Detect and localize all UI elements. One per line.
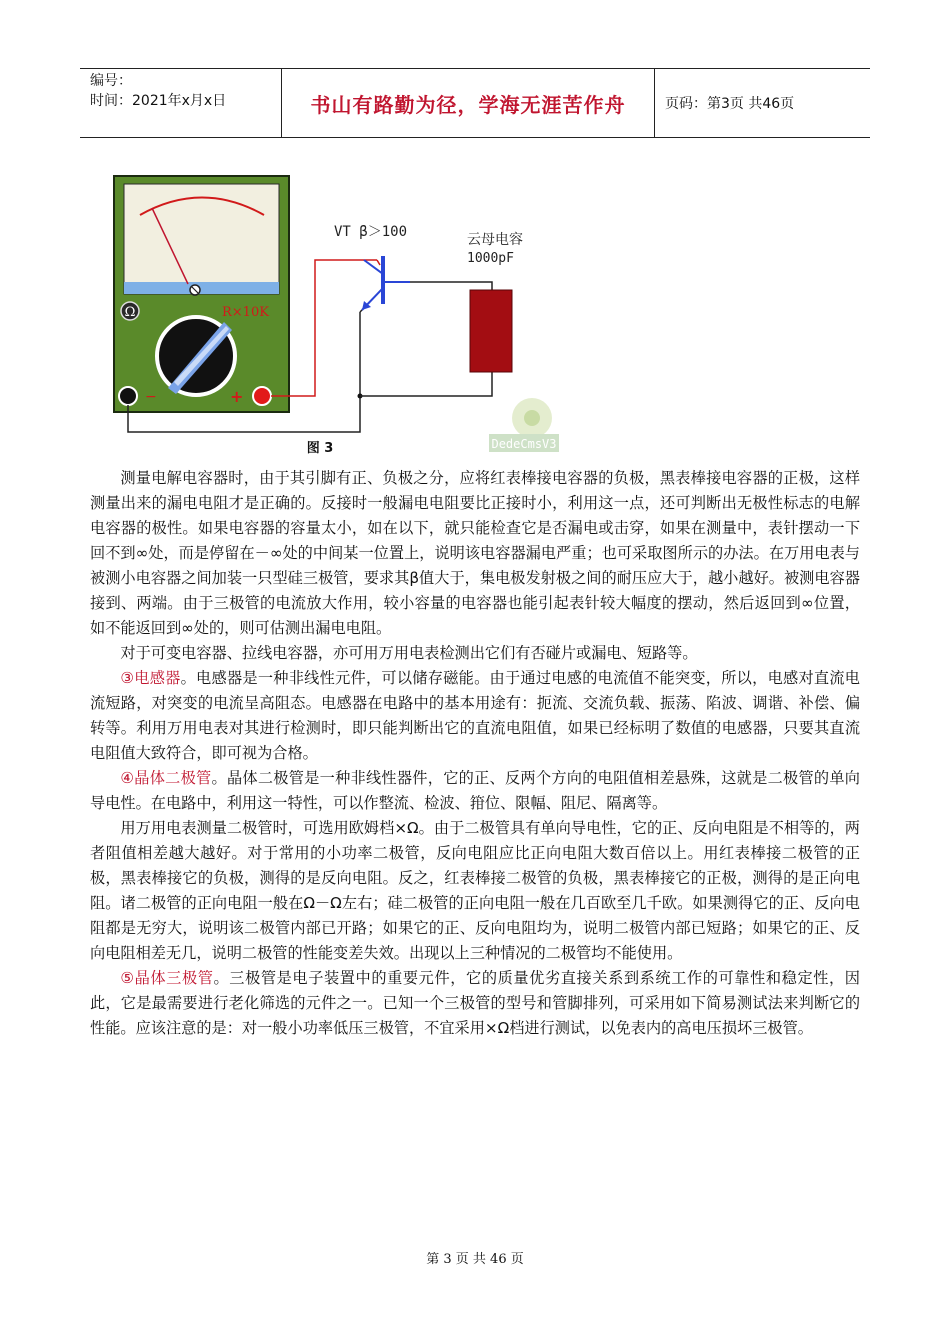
section-heading-inductor: ③电感器 (120, 669, 181, 687)
footer-page-number: 第 3 页 共 46 页 (426, 1252, 524, 1267)
article-body (90, 466, 860, 1041)
time-label: 时间：2021年x月x日 (90, 93, 227, 109)
svg-text:+: + (230, 387, 244, 406)
paragraph-electrolytic: 测量电解电容器时，由于其引脚有正、负极之分，应将红表棒接电容器的负极，黑表棒接电容器的正极，这样测量出来的漏电电阻才是正确的。反接时一般漏电电阻要比正接时小，利用这一点，还可判断出无极性标志的电解电容器的极性。如果电容器的容量太小，如在以下，就只能检查它是否漏电或击穿，如果在测量中，表针摆动一下回不到∞处，而是停留在－∞处的中间某一位置上，说明该电容器漏电严重；也可采取图所示的办法。在万用电表与被测小电容器之间加装一只型硅三极管，要求其β值大于，集电极发射极之间的耐压应大于，越小越好。被测电容器接到、两端。由于三极管的电流放大作用，较小容量的电容器也能引起表针较大幅度的摆动，然后返回到∞位置，如不能返回到∞处的，则可估测出漏电电阻。 (90, 469, 860, 637)
page-footer (0, 1248, 950, 1267)
page-header (80, 68, 870, 138)
page-label: 页码：第3页 共46页 (665, 96, 795, 112)
header-meta (80, 69, 282, 137)
paragraph-diode-test: 用万用电表测量二极管时，可选用欧姆档×Ω。由于二极管具有单向导电性，它的正、反向电阻是不相等的，两者阻值相差越大越好。对于常用的小功率二极管，反向电阻应比正向电阻大数百倍以上。用红表棒接二极管的正极，黑表棒接它的负极，测得的是反向电阻。反之，红表棒接二极管的负极，黑表棒接它的正极，测得的是正向电阻。诸二极管的正向电阻一般在Ω－Ω左右；硅二极管的正向电阻一般在几百欧至几千欧。如果测得它的正、反向电阻都是无穷大，说明该二极管内部已开路；如果它的正、反向电阻均为，说明二极管内部已短路；如果它的正、反向电阻相差无几，说明二极管的性能变差失效。出现以上三种情况的二极管均不能使用。 (90, 819, 860, 962)
capacitor-value: 1000pF (467, 251, 514, 266)
motto-text: 书山有路勤为径，学海无涯苦作舟 (310, 92, 626, 117)
paragraph-diode: ④晶体二极管。晶体二极管是一种非线性器件，它的正、反两个方向的电阻值相差悬殊，这就是二极管的单向导电性。在电路中，利用这一特性，可以作整流、检波、箝位、限幅、阻尼、隔离等。 (90, 769, 860, 812)
watermark-logo (489, 398, 559, 452)
meter-dial-base (124, 282, 279, 294)
svg-text:−: − (145, 389, 157, 405)
number-label: 编号： (90, 73, 132, 89)
section-heading-transistor: ⑤晶体三极管 (120, 969, 214, 987)
meter-dial (124, 184, 279, 294)
header-page-info (655, 69, 880, 137)
header-motto (282, 69, 655, 137)
paragraph-transistor: ⑤晶体三极管。三极管是电子装置中的重要元件，它的质量优劣直接关系到系统工作的可靠性和稳定性，因此，它是最需要进行老化筛选的元件之一。已知一个三极管的型号和管脚排列，可采用如下简易测试法来判断它的性能。应该注意的是：对一般小功率低压三极管，不宜采用×Ω档进行测试，以免表内的高电压损坏三极管。 (90, 969, 860, 1037)
section-heading-diode: ④晶体二极管 (120, 769, 212, 787)
range-label: R×10K (222, 305, 269, 320)
circuit-diagram (112, 170, 574, 460)
negative-terminal (119, 387, 137, 405)
svg-text:DedeCmsV3: DedeCmsV3 (491, 437, 557, 451)
paragraph-variable-capacitor: 对于可变电容器、拉线电容器，亦可用万用电表检测出它们有否碰片或漏电、短路等。 (120, 644, 698, 662)
paragraph-inductor: ③电感器。电感器是一种非线性元件，可以储存磁能。由于通过电感的电流值不能突变，所以，电感对直流电流短路，对突变的电流呈高阻态。电感器在电路中的基本用途有：扼流、交流负载、振荡、陷波、调谐、补偿、偏转等。利用万用电表对其进行检测时，即只能判断出它的直流电阻值，如果已经标明了数值的电感器，只要其直流电阻值大致符合，即可视为合格。 (90, 669, 860, 762)
svg-text:Ω: Ω (124, 305, 136, 320)
figure-caption: 图 3 (306, 441, 334, 456)
mica-capacitor (470, 290, 512, 372)
figure-3 (112, 170, 574, 460)
transistor-label: VT β＞100 (334, 224, 408, 240)
capacitor-name: 云母电容 (467, 232, 523, 248)
positive-terminal (253, 387, 271, 405)
